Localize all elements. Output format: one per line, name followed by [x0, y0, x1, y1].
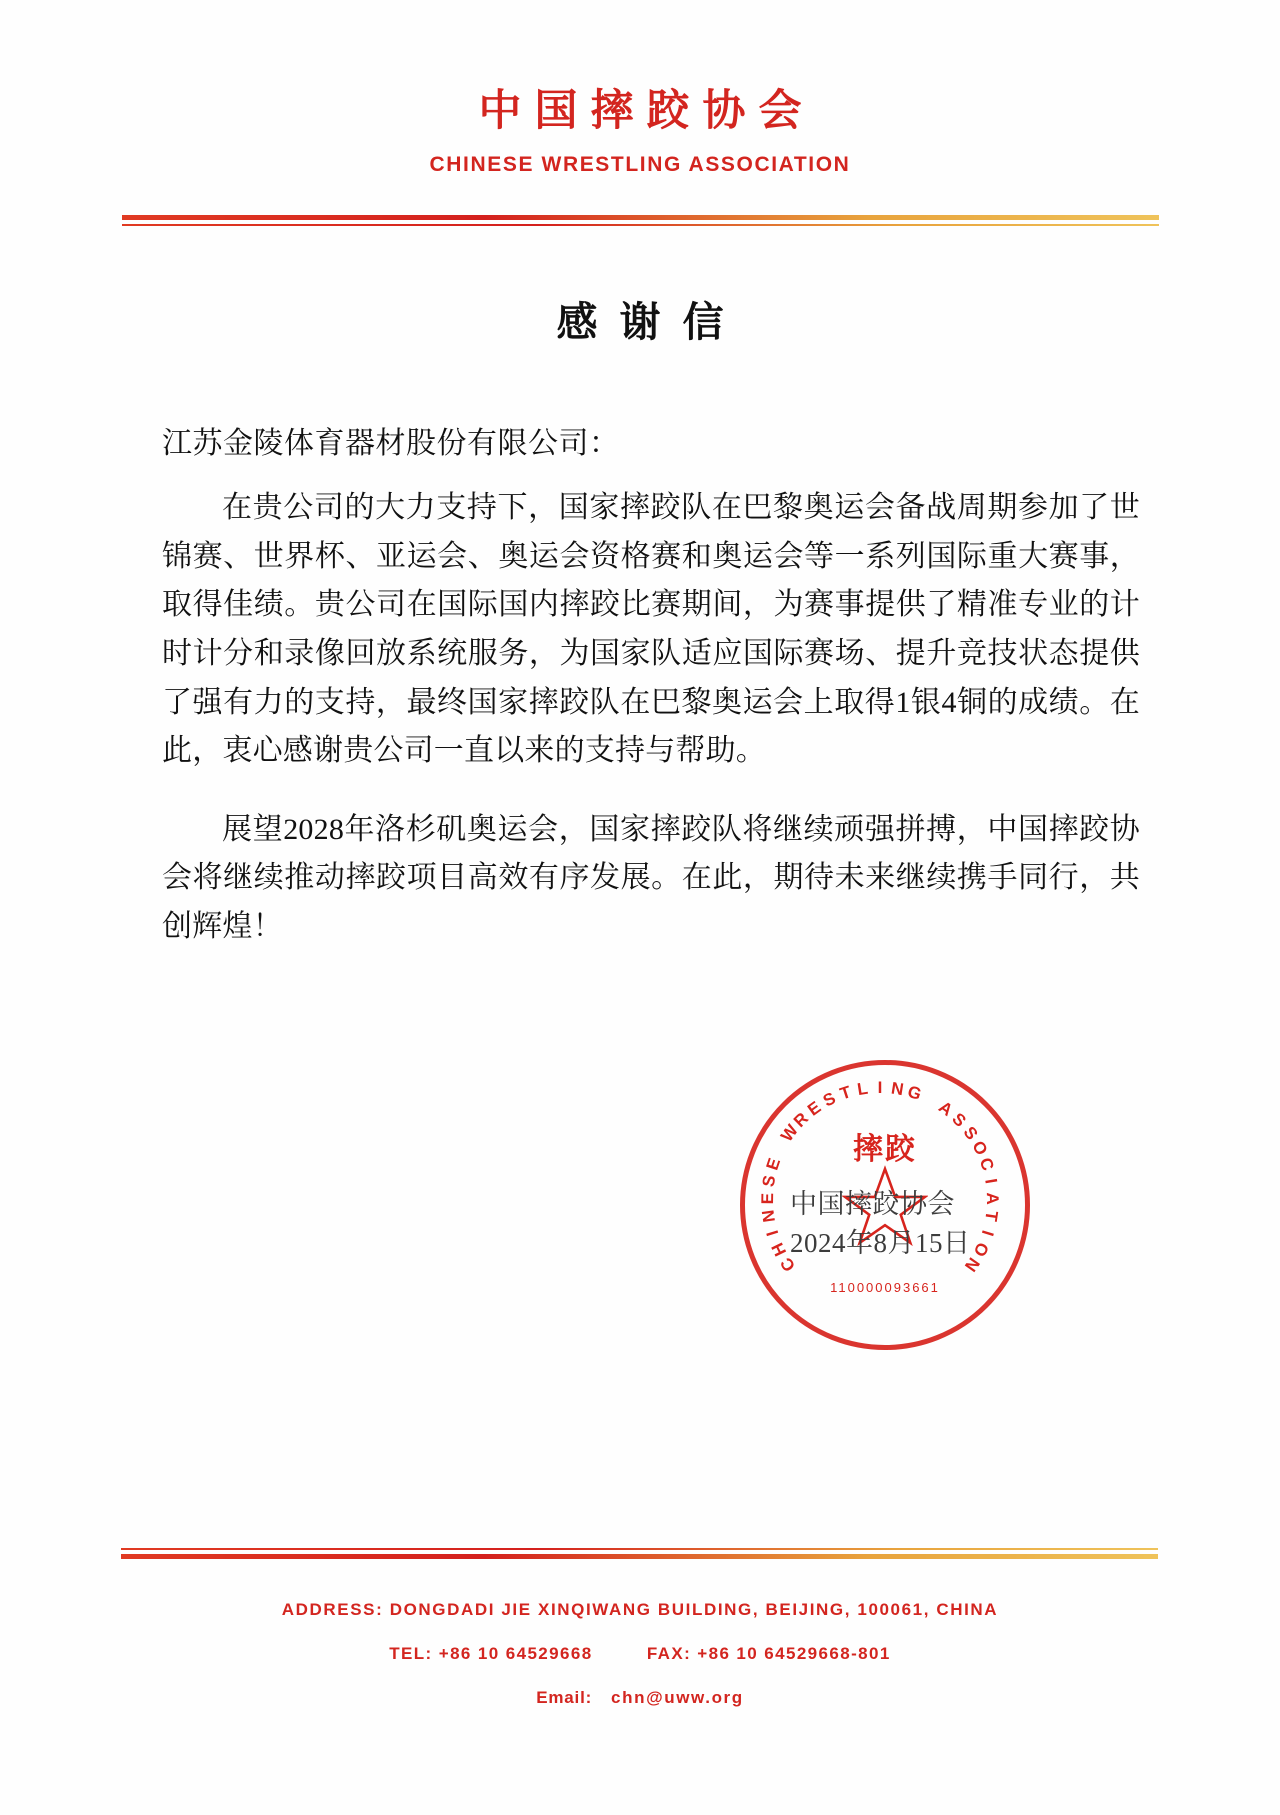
footer-fax: FAX: +86 10 64529668-801: [646, 1644, 891, 1663]
seal-arc-char: N: [960, 1254, 984, 1276]
page-title: 感谢信: [556, 299, 746, 346]
salutation: 江苏金陵体育器材股份有限公司：: [162, 427, 620, 461]
seal-arc-char: T: [837, 1082, 854, 1104]
footer-divider-thin-bar: [121, 1548, 1158, 1550]
seal-arc-char: I: [877, 1078, 883, 1097]
header-divider-thick-bar: [122, 215, 1159, 220]
seal-arc-char: N: [889, 1078, 906, 1100]
letter-body: [140, 418, 1140, 951]
footer-divider-thick-bar: [121, 1554, 1158, 1559]
footer-contact: [0, 1644, 1280, 1664]
seal-arc-char: W: [777, 1121, 802, 1146]
signature-date: 2024年8月15日: [790, 1228, 971, 1259]
seal-arc-char: C: [776, 1254, 800, 1276]
seal-arc-char: I: [981, 1177, 1001, 1186]
organization-name-english: CHINESE WRESTLING ASSOCIATION: [429, 153, 851, 177]
footer-tel: TEL: +86 10 64529668: [389, 1644, 593, 1663]
seal-arc-char: C: [975, 1155, 998, 1174]
seal-arc-char: S: [819, 1088, 839, 1111]
seal-registration-code: 110000093661: [830, 1280, 940, 1296]
organization-name-chinese: 中国摔跤协会: [478, 88, 815, 135]
seal-arc-char: T: [981, 1209, 1002, 1223]
seal-arc-char: R: [789, 1108, 812, 1132]
seal-arc-char: O: [968, 1137, 992, 1159]
paragraph-2: 展望2028年洛杉矶奥运会，国家摔跤队将继续顽强拼搏，中国摔跤协会将继续推动摔跤项目高效有序发展。在此，期待未来继续携手同行，共创辉煌！: [162, 812, 1140, 944]
seal-arc-char: S: [959, 1122, 982, 1144]
seal-arc-char: S: [948, 1109, 970, 1131]
seal-arc-char: L: [855, 1078, 870, 1100]
seal-arc-char: E: [804, 1097, 825, 1120]
signature-block: [790, 1185, 1050, 1263]
footer-address: ADDRESS: DONGDADI JIE XINQIWANG BUILDING, BEIJING, 100061, CHINA: [281, 1600, 999, 1619]
seal-arc-char: S: [758, 1173, 780, 1189]
seal-center-text: 摔跤: [853, 1132, 917, 1166]
letterhead: [0, 0, 1280, 177]
seal-arc-char: G: [905, 1081, 924, 1104]
seal-arc-char: A: [935, 1097, 957, 1120]
footer-email-line: [0, 1688, 1280, 1708]
seal-arc-char: H: [767, 1239, 791, 1260]
seal-arc-char: E: [757, 1192, 778, 1205]
header-divider: [122, 215, 1159, 226]
seal-arc-char: I: [977, 1228, 998, 1239]
seal-arc-char: A: [982, 1192, 1003, 1205]
seal-arc-char: E: [762, 1155, 785, 1173]
seal-arc-char: O: [969, 1239, 993, 1260]
header-divider-thin-bar: [122, 224, 1159, 226]
footer: [0, 1600, 1280, 1732]
seal-arc-char: I: [762, 1228, 783, 1239]
signature-organization: 中国摔跤协会: [790, 1189, 955, 1219]
footer-email-label: Email:: [536, 1688, 593, 1707]
paragraph-1: 在贵公司的大力支持下，国家摔跤队在巴黎奥运会备战周期参加了世锦赛、世界杯、亚运会、奥运会资格赛和奥运会等一系列国际重大赛事，取得佳绩。贵公司在国际国内摔跤比赛期间，为赛事提供了精准专业的计时计分和录像回放系统服务，为国家队适应国际赛场、提升竞技状态提供了强有力的支持，最终国家摔跤队在巴黎奥运会上取得1银4铜的成绩。在此，衷心感谢贵公司一直以来的支持与帮助。: [162, 491, 1140, 768]
footer-email-value[interactable]: chn@uww.org: [611, 1688, 744, 1707]
footer-divider: [121, 1548, 1158, 1559]
seal-arc-char: N: [758, 1208, 779, 1224]
